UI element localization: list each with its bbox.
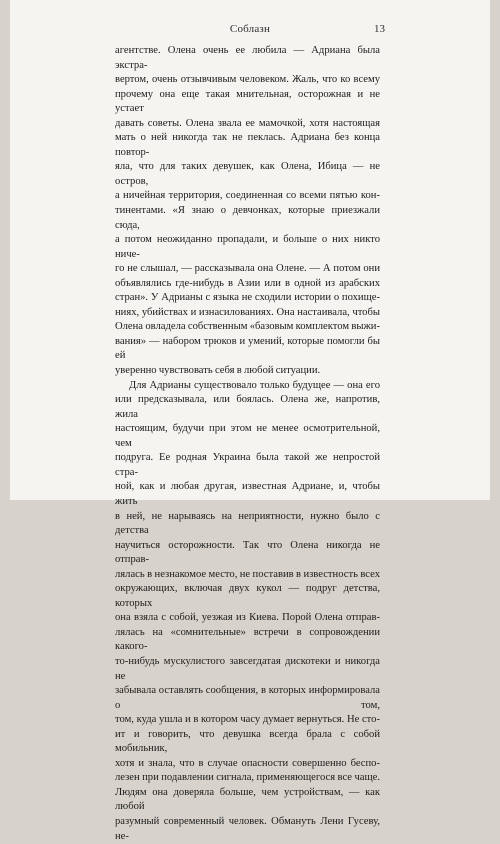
body-text — [115, 44, 380, 844]
text-line: хотя и знала, что в случае опасности совершенно беспо- — [115, 757, 380, 769]
text-line: объявлялись где-нибудь в Азии или в одной из арабских — [115, 277, 380, 289]
text-line: агентстве. Олена очень ее любила — Адриана была экстра- — [115, 45, 380, 71]
text-line: забывала оставлять сообщения, в которых информировала о том, — [115, 685, 380, 711]
text-line: а потом неожиданно пропадали, и больше о них никто ниче- — [115, 234, 380, 260]
text-line: окружающих, включая двух кукол — подруг детства, которых — [115, 583, 380, 609]
text-line: мать о ней никогда так не пеклась. Адриана без конца повтор- — [115, 132, 380, 158]
running-title: Соблазн — [229, 23, 271, 35]
text-line: настоящим, будучи при этом не менее осмотрительной, чем — [115, 423, 380, 449]
text-line: подруга. Ее родная Украина была такой же непростой стра- — [115, 452, 380, 478]
text-line: тинентами. «Я знаю о девчонках, которые приезжали сюда, — [115, 205, 380, 231]
text-line: она взяла с собой, уезжая из Киева. Порой Олена отправ- — [115, 612, 380, 624]
text-line: разумный современный человек. Обмануть Лени Гусеву, не- — [115, 815, 380, 842]
page-header — [10, 23, 490, 39]
text-line: вертом, очень отзывчивым человеком. Жаль, что ко всему — [115, 74, 380, 86]
text-line: давать советы. Олена звала ее мамочкой, хотя настоящая — [115, 117, 380, 129]
page-number: 13 — [374, 23, 385, 35]
text-line: то-нибудь мускулистого завсегдатая дискотеки и никогда не — [115, 655, 380, 682]
text-line: стран». У Адрианы с языка не сходили истории о похище- — [115, 292, 380, 304]
text-line: уверенно чувствовать себя в любой ситуации. — [115, 365, 321, 377]
text-line: лялась в незнакомое место, не поставив в известность всех — [115, 568, 380, 580]
text-line: ниях, убийствах и изнасилованиях. Она настаивала, чтобы — [115, 306, 380, 318]
text-line: том, куда ушла и в котором часу думает вернуться. Не сто- — [115, 714, 380, 726]
text-line: го не слышал, — рассказывала она Олене. — А потом они — [115, 263, 380, 275]
text-line: лезен при подавлении сигнала, применяющегося все чаще. — [115, 772, 380, 784]
book-page — [10, 0, 490, 842]
text-line: Людям она доверяла больше, чем устройствам, — как любой — [115, 786, 380, 813]
text-line: Для Адрианы существовало только будущее — она его — [129, 379, 380, 391]
text-line: яла, что для таких девушек, как Олена, Ибица — не остров, — [115, 161, 380, 187]
text-line: прочему она еще такая мнительная, осторожная и не устает — [115, 88, 380, 115]
text-line: в ней, не нарываясь на неприятности, нужно было с детства — [115, 510, 380, 537]
text-line: а ничейная территория, соединенная со всеми пятью кон- — [115, 190, 380, 202]
text-line: Олена овладела собственным «базовым комплектом выжи- — [115, 321, 380, 333]
text-line: или предсказывала, или боялась. Олена же, напротив, жила — [115, 394, 380, 420]
text-line: вания» — набором трюков и умений, которые помогли бы ей — [115, 335, 380, 362]
text-line: ит и говорить, что девушка всегда брала с собой мобильник, — [115, 728, 380, 755]
text-line: лялась на «сомнительные» встречи в сопровождении какого- — [115, 626, 380, 653]
text-line: ной, как и любая другая, известная Адриане, и, чтобы жить — [115, 481, 380, 507]
text-line: научиться осторожности. Так что Олена никогда не отправ- — [115, 539, 380, 566]
